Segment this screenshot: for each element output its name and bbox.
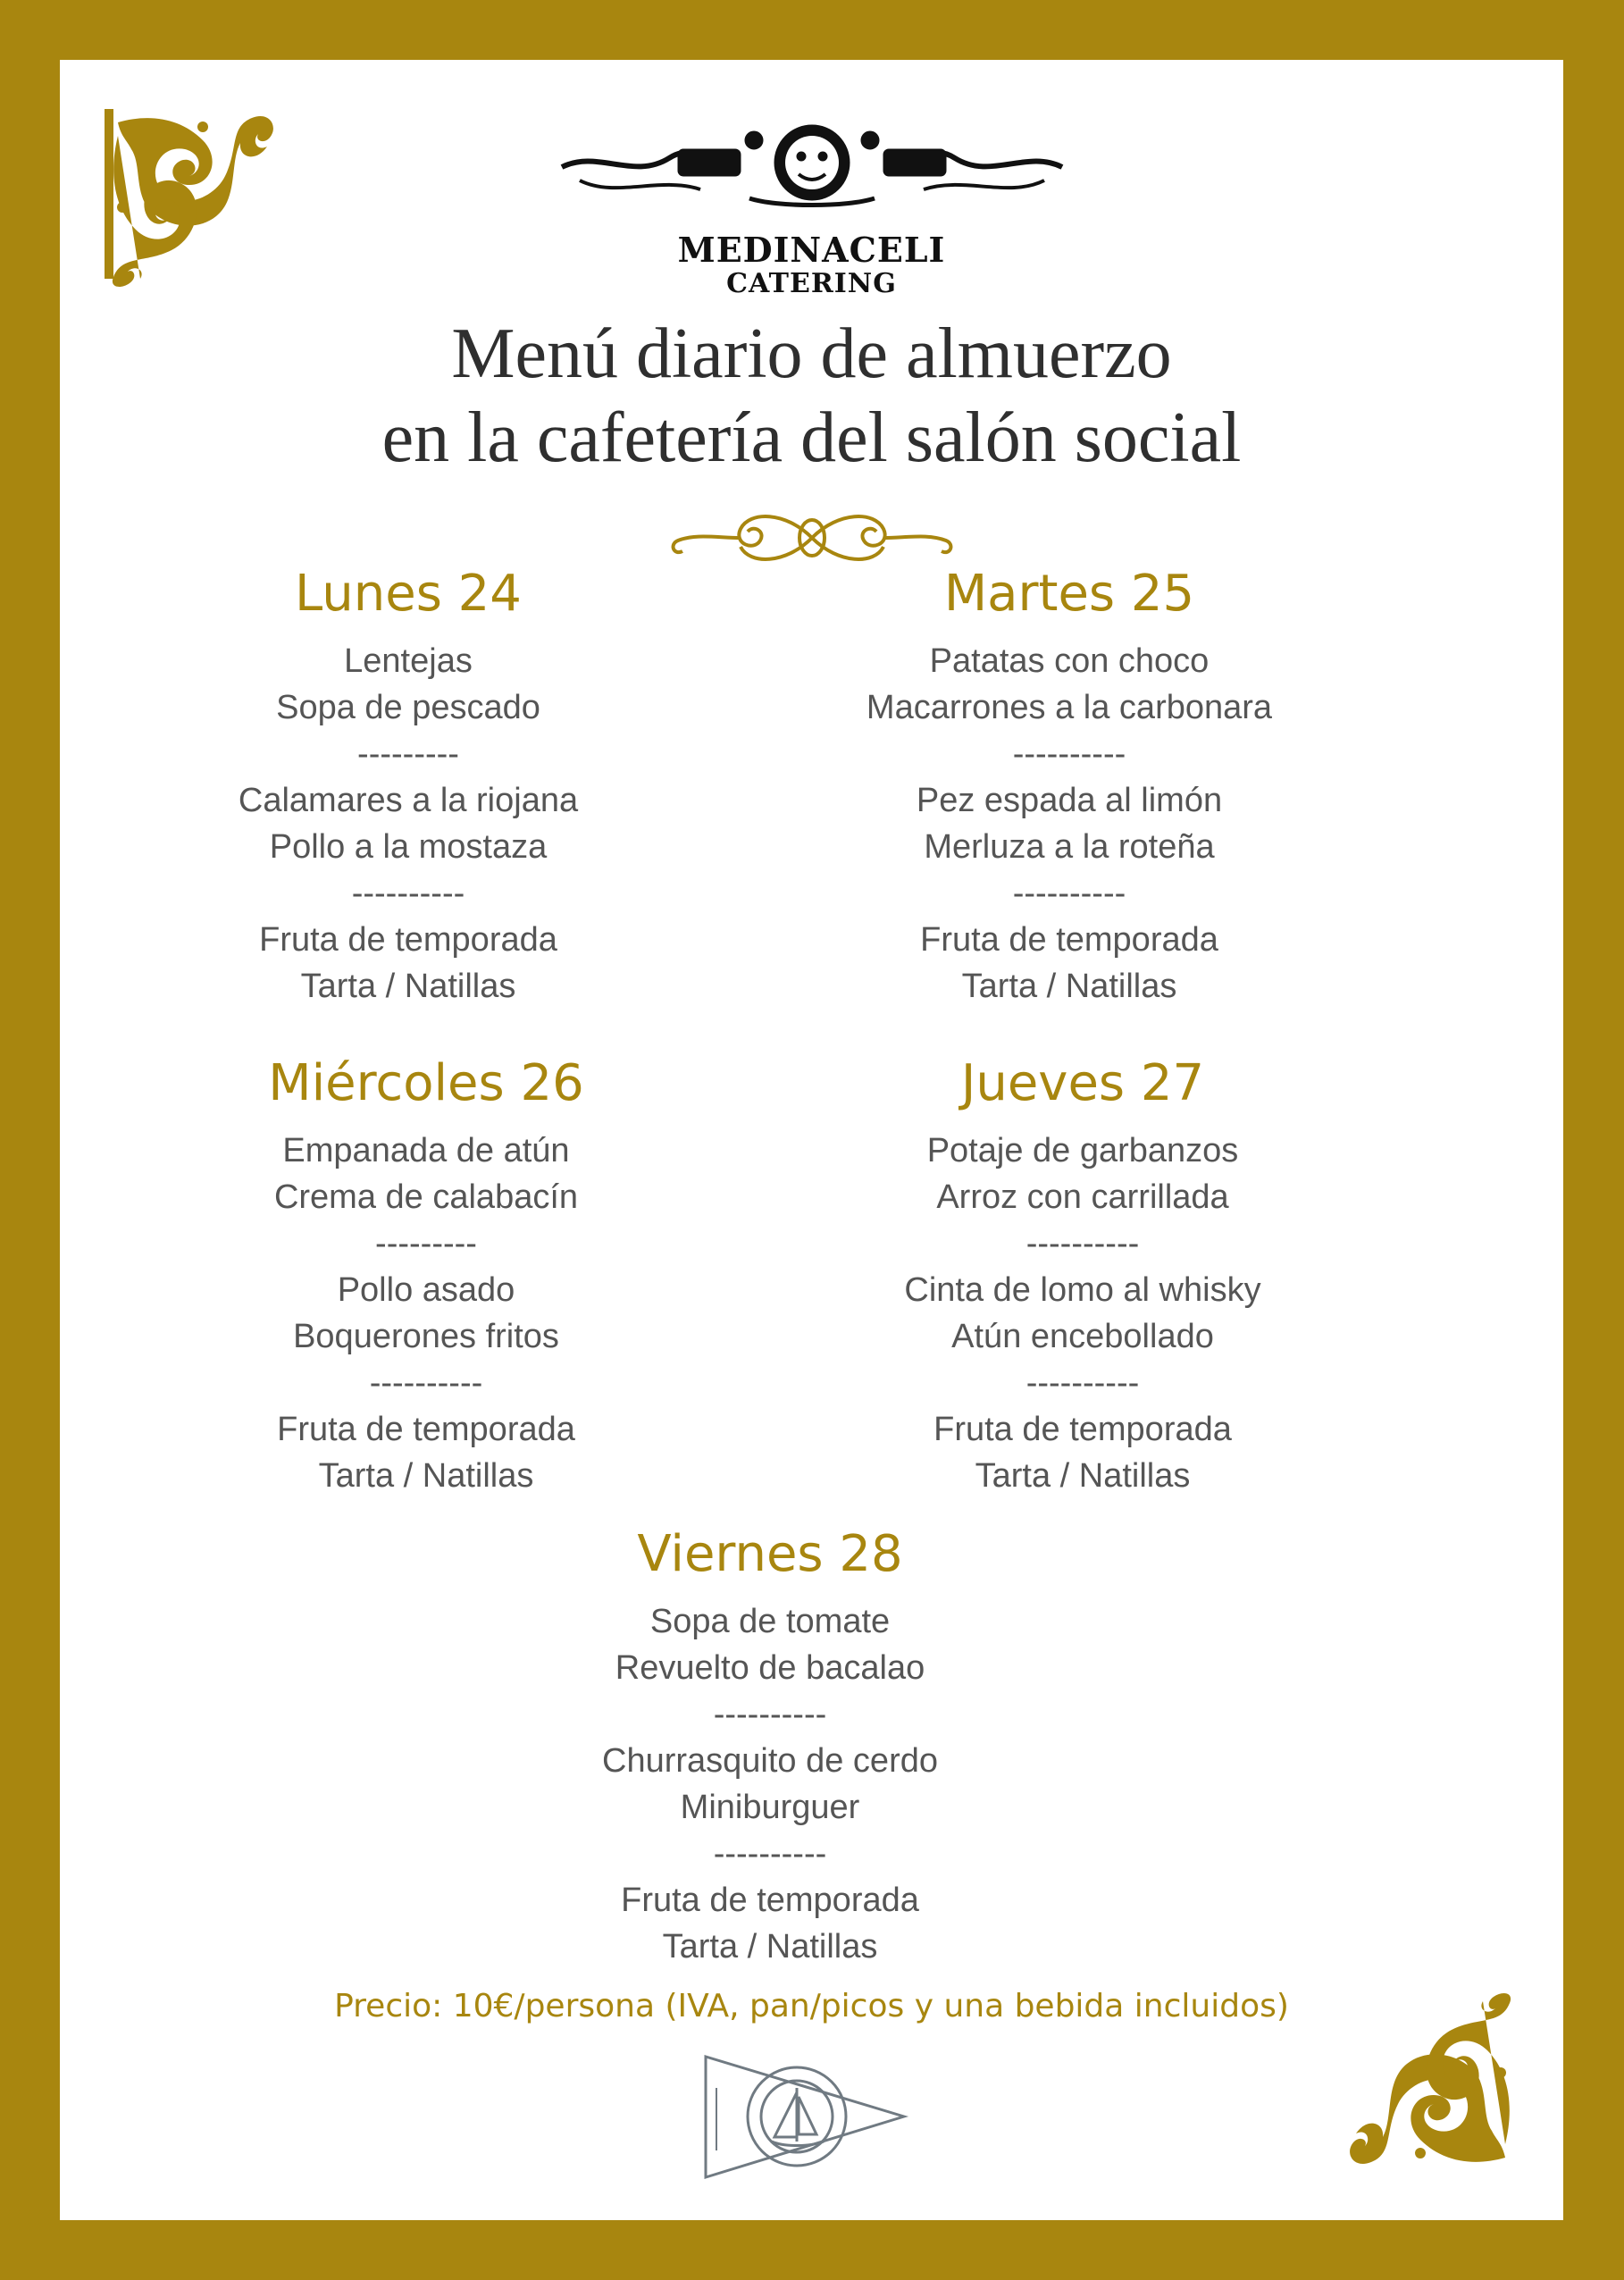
- dish: Tarta / Natillas: [300, 968, 516, 1005]
- dish: Cinta de lomo al whisky: [904, 1271, 1261, 1309]
- separator: ----------: [713, 1696, 827, 1733]
- day-heading: Jueves 27: [960, 1054, 1205, 1112]
- dish: Tarta / Natillas: [961, 968, 1177, 1005]
- dish: Sopa de pescado: [276, 689, 540, 726]
- dish: Fruta de temporada: [259, 921, 557, 959]
- dish: Pollo a la mostaza: [269, 828, 548, 866]
- menu-title: [60, 312, 1563, 480]
- dish: Churrasquito de cerdo: [602, 1742, 938, 1780]
- dish: Tarta / Natillas: [975, 1457, 1191, 1495]
- dish: Pollo asado: [337, 1271, 515, 1309]
- day-heading: Martes 25: [943, 565, 1195, 623]
- day-heading: Viernes 28: [637, 1525, 903, 1583]
- brand-subtitle: CATERING: [726, 268, 897, 299]
- day-menu-monday: [167, 565, 649, 1010]
- dish: Arroz con carrillada: [936, 1178, 1229, 1216]
- engraving-emblem-icon: [544, 113, 1080, 212]
- separator: ----------: [1025, 1364, 1140, 1402]
- dish: Tarta / Natillas: [662, 1928, 878, 1966]
- dish: Macarrones a la carbonara: [866, 689, 1273, 726]
- separator: ----------: [1025, 1225, 1140, 1262]
- day-menu-thursday: [841, 1054, 1324, 1499]
- dish: Empanada de atún: [282, 1132, 570, 1169]
- dish: Fruta de temporada: [933, 1411, 1232, 1448]
- brand-logo: [60, 113, 1563, 298]
- dish: Atún encebollado: [951, 1318, 1214, 1355]
- dish: Boquerones fritos: [293, 1318, 559, 1355]
- price-note: Precio: 10€/persona (IVA, pan/picos y una bebida incluidos): [334, 1988, 1289, 2024]
- separator: ----------: [1012, 735, 1126, 773]
- day-heading: Lunes 24: [295, 565, 522, 623]
- separator: ---------: [375, 1225, 477, 1262]
- day-menu-wednesday: [185, 1054, 667, 1499]
- dish: Fruta de temporada: [621, 1882, 919, 1919]
- dish: Sopa de tomate: [649, 1603, 891, 1640]
- flourish-divider: [60, 507, 1563, 569]
- dish: Tarta / Natillas: [318, 1457, 534, 1495]
- dish: Revuelto de bacalao: [615, 1649, 925, 1687]
- dish: Miniburguer: [680, 1789, 860, 1826]
- separator: ----------: [713, 1835, 827, 1873]
- menu-title-line: en la cafetería del salón social: [381, 398, 1242, 477]
- menu-sheet: [60, 60, 1563, 2220]
- menu-title-line: Menú diario de almuerzo: [451, 314, 1172, 393]
- dish: Pez espada al limón: [916, 782, 1223, 819]
- club-pennant-logo: [699, 2052, 913, 2186]
- dish: Patatas con choco: [929, 642, 1210, 680]
- separator: ----------: [351, 875, 465, 912]
- dish: Calamares a la riojana: [238, 782, 579, 819]
- dish: Potaje de garbanzos: [926, 1132, 1239, 1169]
- separator: ----------: [1012, 875, 1126, 912]
- flourish-icon: [669, 507, 955, 569]
- brand-name: MEDINACELI: [677, 230, 946, 270]
- dish: Merluza a la roteña: [924, 828, 1215, 866]
- separator: ----------: [369, 1364, 483, 1402]
- separator: ---------: [357, 735, 459, 773]
- dish: Fruta de temporada: [277, 1411, 575, 1448]
- dish: Fruta de temporada: [920, 921, 1218, 959]
- day-heading: Miércoles 26: [268, 1054, 584, 1112]
- dish: Lentejas: [344, 642, 473, 680]
- dish: Crema de calabacín: [273, 1178, 579, 1216]
- day-menu-friday: [529, 1525, 1011, 1970]
- day-menu-tuesday: [828, 565, 1310, 1010]
